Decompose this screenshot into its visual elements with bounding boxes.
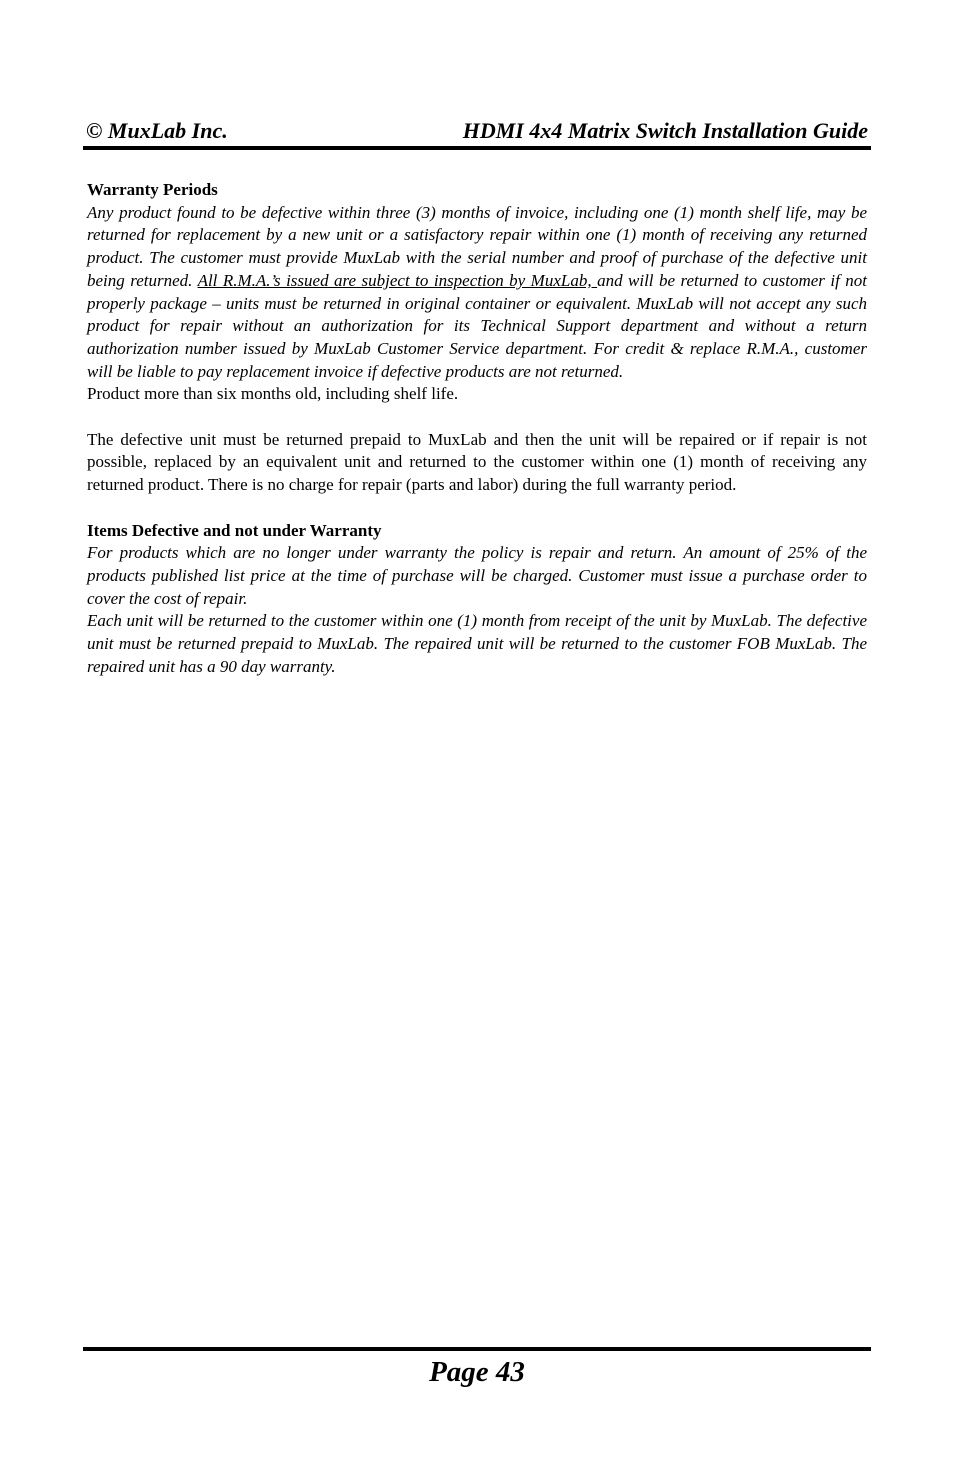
section-heading-not-under-warranty: Items Defective and not under Warranty bbox=[87, 520, 382, 540]
warranty-text-pre: Any product found to be defective within three (3) months of invoice, including one (1) month shelf life, may be returned for replacement by a new unit or a satisfactory repair within one (1) month of receiving any returned product. The customer must provide MuxLab with the serial number and proof of purchase of the defective unit being returned. bbox=[87, 202, 867, 290]
section-heading-warranty-periods: Warranty Periods bbox=[87, 180, 218, 199]
header-document-title: HDMI 4x4 Matrix Switch Installation Guide bbox=[462, 118, 868, 143]
warranty-repair-paragraph: The defective unit must be returned prepaid to MuxLab and then the unit will be repaired or if repair is not possible, replaced by an equivalent unit and returned to the customer within one (1) month of receiving any returned product. There is no charge for repair (parts and labor) during the full warranty period. bbox=[87, 429, 867, 495]
warranty-shelf-life-note: Product more than six months old, including shelf life. bbox=[87, 384, 459, 404]
warranty-text-post: and will be returned to customer if not properly package – units must be returned in original container or equivalent. MuxLab will not accept any such product for repair without an authorization for its Technical Support department and without a return authorization number issued by MuxLab Customer Service department. For credit & replace R.M.A., customer will be liable to pay replacement invoice if defective products are not returned. bbox=[87, 270, 867, 381]
page-content bbox=[87, 179, 867, 678]
footer-rule bbox=[83, 1347, 871, 1351]
header-company: © MuxLab Inc. bbox=[86, 118, 228, 143]
warranty-periods-paragraph bbox=[87, 202, 867, 384]
header-rule bbox=[83, 146, 871, 150]
paragraph-gap bbox=[87, 406, 867, 429]
not-under-warranty-paragraph-2: Each unit will be returned to the customer within one (1) month from receipt of the unit by MuxLab. The defective unit must be returned prepaid to MuxLab. The repaired unit will be returned to the customer FOB MuxLab. The repaired unit has a 90 day warranty. bbox=[87, 611, 867, 676]
paragraph-gap bbox=[87, 497, 867, 520]
not-under-warranty-paragraph-1: For products which are no longer under warranty the policy is repair and return. An amount of 25% of the products published list price at the time of purchase will be charged. Customer must issue a purchase order to cover the cost of repair. bbox=[87, 543, 867, 608]
page-number: Page 43 bbox=[429, 1356, 525, 1388]
warranty-text-underlined: All R.M.A.’s issued are subject to inspection by MuxLab, bbox=[197, 270, 598, 290]
page-header bbox=[86, 116, 868, 146]
